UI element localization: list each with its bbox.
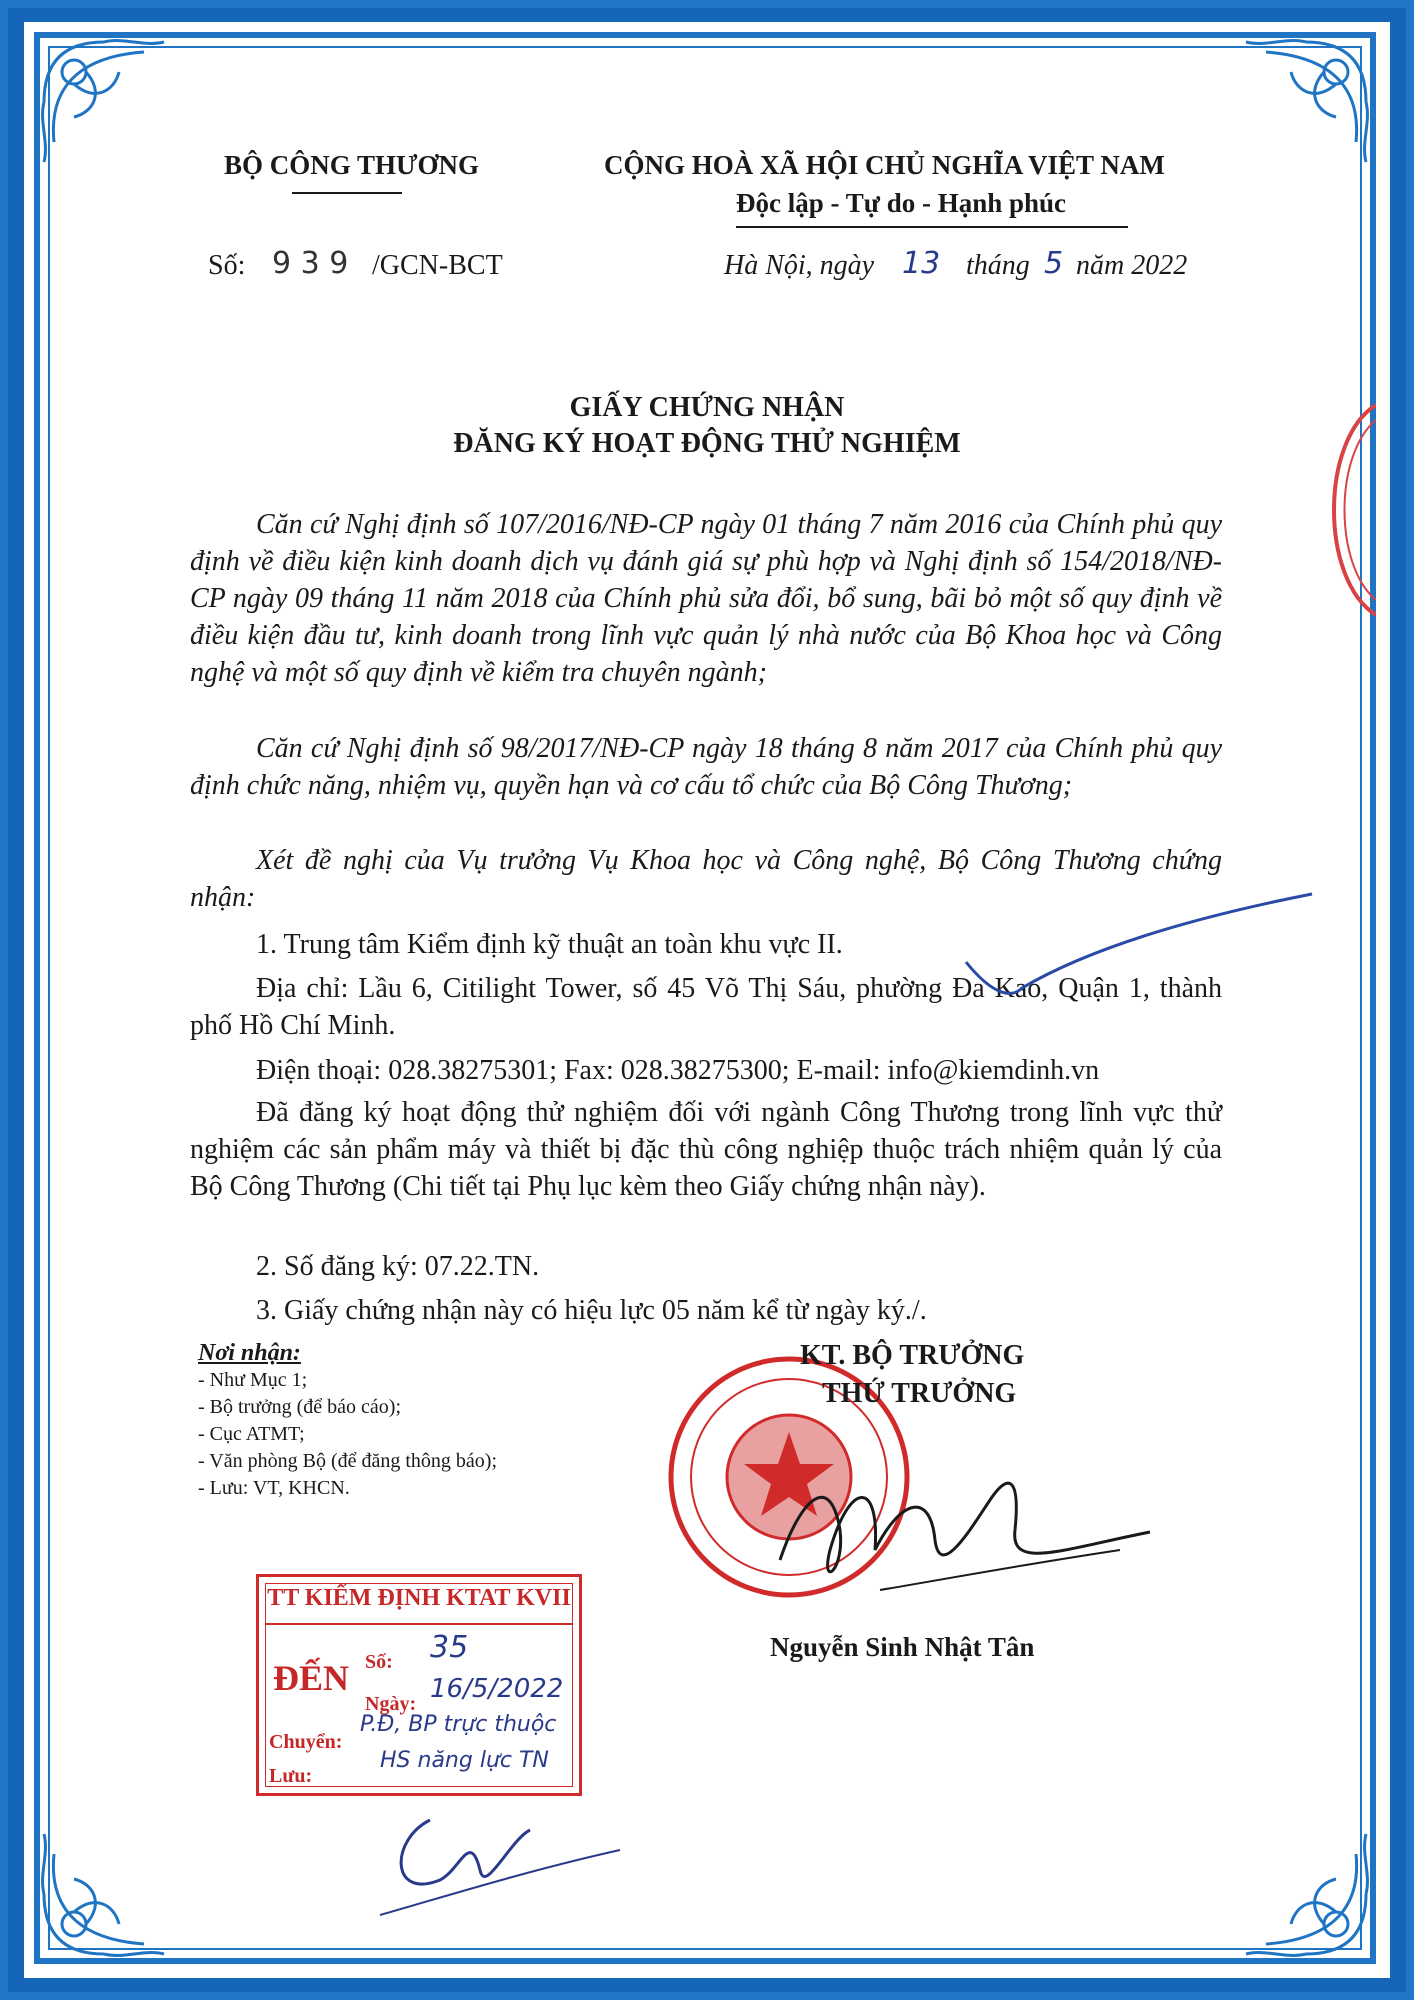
legal-basis-1: Căn cứ Nghị định số 107/2016/NĐ-CP ngày 01 tháng 7 năm 2016 của Chính phủ quy định về điều kiện kinh doanh dịch vụ đánh giá sự phù hợp và Nghị định số 154/2018/NĐ-CP ngày 09 tháng 11 năm 2018 của Chính phủ sửa đổi, bổ sung, bãi bỏ một số quy định về điều kiện đầu tư, kinh doanh trong lĩnh vực quản lý nhà nước của Bộ Khoa học và Công nghệ và một số quy định về kiểm tra chuyên ngành;	[190, 509, 1222, 688]
recipient-item: - Lưu: VT, KHCN.	[198, 1477, 350, 1499]
doc-number-suffix: /GCN-BCT	[372, 250, 503, 281]
ministry-name: BỘ CÔNG THƯƠNG	[224, 150, 480, 180]
doc-number-value: 9 3 9	[272, 246, 349, 281]
recipient-item: - Như Mục 1;	[198, 1369, 308, 1391]
stamp-forward-label: Chuyển:	[269, 1731, 343, 1753]
date-place: Hà Nội, ngày	[724, 250, 875, 281]
signer-title: THỨ TRƯỞNG	[822, 1378, 1017, 1409]
item-2-registration-number: 2. Số đăng ký: 07.22.TN.	[256, 1251, 540, 1282]
doc-subtitle: ĐĂNG KÝ HOẠT ĐỘNG THỬ NGHIỆM	[453, 428, 961, 459]
doc-title: GIẤY CHỨNG NHẬN	[569, 392, 845, 423]
organization-contact: Điện thoại: 028.38275301; Fax: 028.38275300; E-mail: info@kiemdinh.vn	[256, 1055, 1100, 1086]
stamp-number-value: 35	[430, 1630, 469, 1665]
ministry-underline	[292, 192, 402, 194]
legal-basis-2: Căn cứ Nghị định số 98/2017/NĐ-CP ngày 18 tháng 8 năm 2017 của Chính phủ quy định chức năng, nhiệm vụ, quyền hạn và cơ cấu tổ chức của Bộ Công Thương;	[190, 733, 1222, 801]
stamp-date-label: Ngày:	[365, 1693, 417, 1715]
date-month: 5	[1044, 246, 1064, 281]
doc-number-label: Số:	[208, 250, 246, 281]
recipients-heading: Nơi nhận:	[198, 1340, 301, 1366]
country-name: CỘNG HOÀ XÃ HỘI CHỦ NGHĨA VIỆT NAM	[604, 150, 1165, 180]
corner-ornament-icon	[34, 1814, 184, 1964]
registration-scope: Đã đăng ký hoạt động thử nghiệm đối với ngành Công Thương trong lĩnh vực thử nghiệm các sản phẩm máy và thiết bị đặc thù công nghiệp thuộc trách nhiệm quản lý của Bộ Công Thương (Chi tiết tại Phụ lục kèm theo Giấy chứng nhận này).	[190, 1097, 1222, 1202]
recipient-item: - Bộ trưởng (để báo cáo);	[198, 1396, 402, 1418]
signer-authority: KT. BỘ TRƯỞNG	[800, 1340, 1025, 1371]
date-year: năm 2022	[1076, 250, 1188, 281]
motto-underline	[736, 226, 1128, 228]
stamp-archive-value: HS năng lực TN	[380, 1748, 549, 1773]
stamp-archive-label: Lưu:	[269, 1765, 313, 1787]
date-day: 13	[902, 246, 941, 281]
organization-address: Địa chỉ: Lầu 6, Citilight Tower, số 45 Võ Thị Sáu, phường Đa Kao, Quận 1, thành phố Hồ Chí Minh.	[190, 973, 1222, 1041]
stamp-divider	[265, 1623, 573, 1625]
recipient-item: - Cục ATMT;	[198, 1423, 305, 1445]
handwritten-signature-icon	[760, 1440, 1160, 1610]
corner-ornament-icon	[1226, 1814, 1376, 1964]
corner-ornament-icon	[34, 32, 184, 182]
stamp-number-label: Số:	[365, 1651, 393, 1673]
handwritten-initials-icon	[370, 1800, 630, 1920]
signer-name: Nguyễn Sinh Nhật Tân	[770, 1632, 1035, 1662]
item-1-organization: 1. Trung tâm Kiểm định kỹ thuật an toàn khu vực II.	[256, 929, 843, 960]
recipient-item: - Văn phòng Bộ (để đăng thông báo);	[198, 1450, 498, 1472]
stamp-received-label: ĐẾN	[273, 1658, 350, 1698]
stamp-date-value: 16/5/2022	[430, 1674, 564, 1704]
recipients-block	[198, 1340, 497, 1502]
checkmark-icon	[960, 888, 1320, 1008]
stamp-forward-value: P.Đ, BP trực thuộc	[360, 1712, 557, 1737]
legal-basis-3: Xét đề nghị của Vụ trưởng Vụ Khoa học và Công nghệ, Bộ Công Thương chứng nhận:	[190, 845, 1222, 913]
date-month-label: tháng	[966, 250, 1030, 281]
stamp-title: TT KIỂM ĐỊNH KTAT KVII	[267, 1585, 571, 1611]
national-motto: Độc lập - Tự do - Hạnh phúc	[736, 188, 1067, 218]
corner-ornament-icon	[1226, 32, 1376, 182]
item-3-validity: 3. Giấy chứng nhận này có hiệu lực 05 năm kể từ ngày ký./.	[256, 1295, 927, 1326]
